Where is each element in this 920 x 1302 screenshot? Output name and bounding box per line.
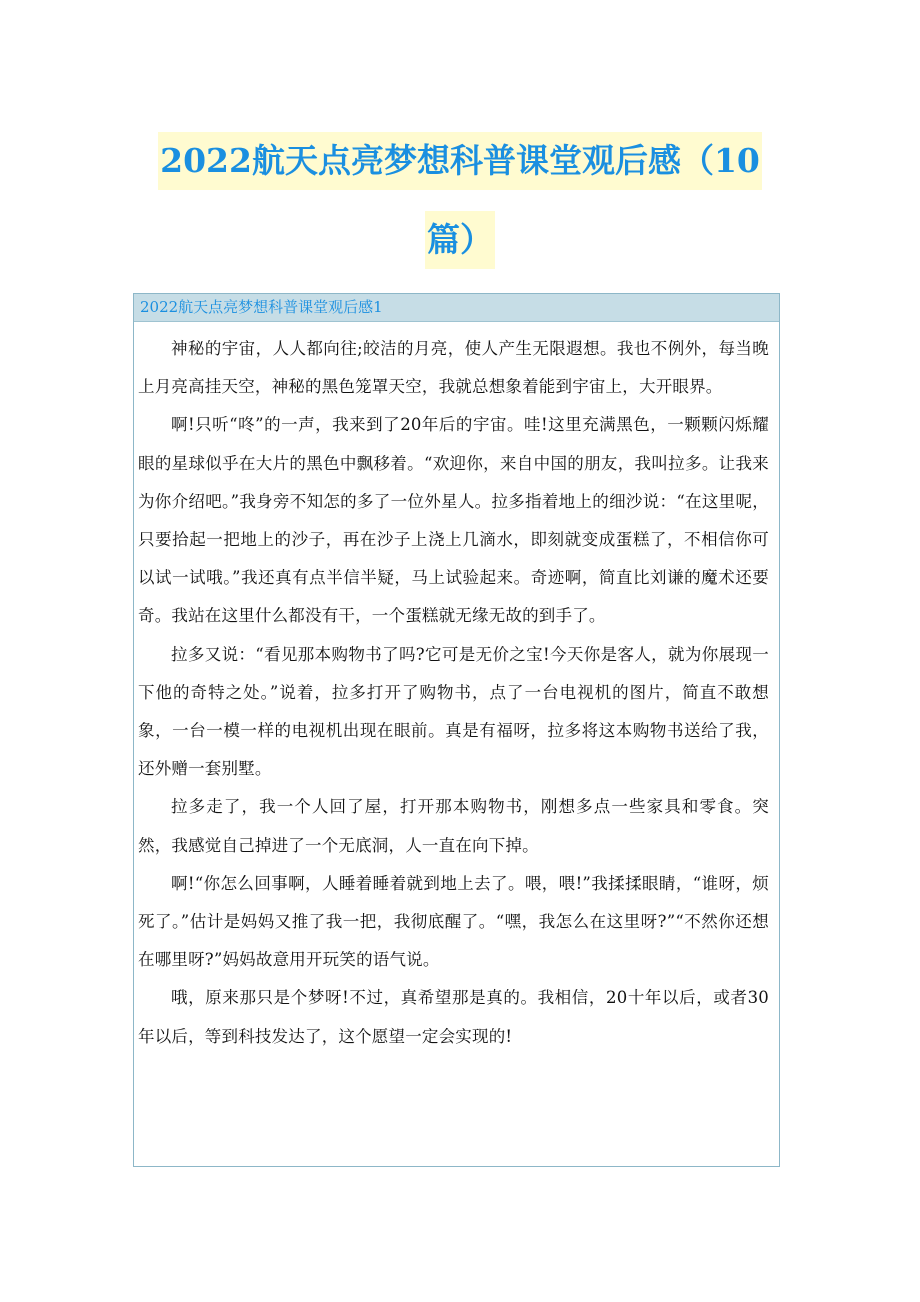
document-title bbox=[0, 132, 920, 269]
title-line-2: 篇） bbox=[425, 211, 495, 269]
paragraph: 拉多又说：“看见那本购物书了吗?它可是无价之宝!今天你是客人，就为你展现一下他的奇特之处。”说着，拉多打开了购物书，点了一台电视机的图片，简直不敢想象，一台一模一样的电视机出现在眼前。真是有福呀，拉多将这本购物书送给了我，还外赠一套别墅。 bbox=[138, 644, 769, 779]
section-body bbox=[134, 322, 779, 1056]
paragraph: 啊!只听“咚”的一声，我来到了20年后的宇宙。哇!这里充满黑色，一颗颗闪烁耀眼的星球似乎在大片的黑色中飘移着。“欢迎你，来自中国的朋友，我叫拉多。让我来为你介绍吧。”我身旁不知怎的多了一位外星人。拉多指着地上的细沙说：“在这里呢，只要拾起一把地上的沙子，再在沙子上浇上几滴水，即刻就变成蛋糕了，不相信你可以试一试哦。”我还真有点半信半疑，马上试验起来。奇迹啊，简直比刘谦的魔术还要奇。我站在这里什么都没有干，一个蛋糕就无缘无故的到手了。 bbox=[138, 415, 769, 626]
essay-section bbox=[133, 293, 780, 1167]
paragraph: 神秘的宇宙，人人都向往;皎洁的月亮，使人产生无限遐想。我也不例外，每当晚上月亮高挂天空，神秘的黑色笼罩天空，我就总想象着能到宇宙上，大开眼界。 bbox=[138, 339, 769, 397]
paragraph: 哦，原来那只是个梦呀!不过，真希望那是真的。我相信，20十年以后，或者30年以后，等到科技发达了，这个愿望一定会实现的! bbox=[138, 988, 769, 1046]
paragraph: 拉多走了，我一个人回了屋，打开那本购物书，刚想多点一些家具和零食。突然，我感觉自己掉进了一个无底洞，人一直在向下掉。 bbox=[138, 797, 769, 855]
title-line-1: 2022航天点亮梦想科普课堂观后感（10 bbox=[158, 132, 762, 190]
paragraph: 啊!“你怎么回事啊，人睡着睡着就到地上去了。喂，喂!”我揉揉眼睛，“谁呀，烦死了。”估计是妈妈又推了我一把，我彻底醒了。“嘿，我怎么在这里呀?”“不然你还想在哪里呀?”妈妈故意用开玩笑的语气说。 bbox=[138, 873, 769, 970]
section-header: 2022航天点亮梦想科普课堂观后感1 bbox=[134, 294, 779, 322]
